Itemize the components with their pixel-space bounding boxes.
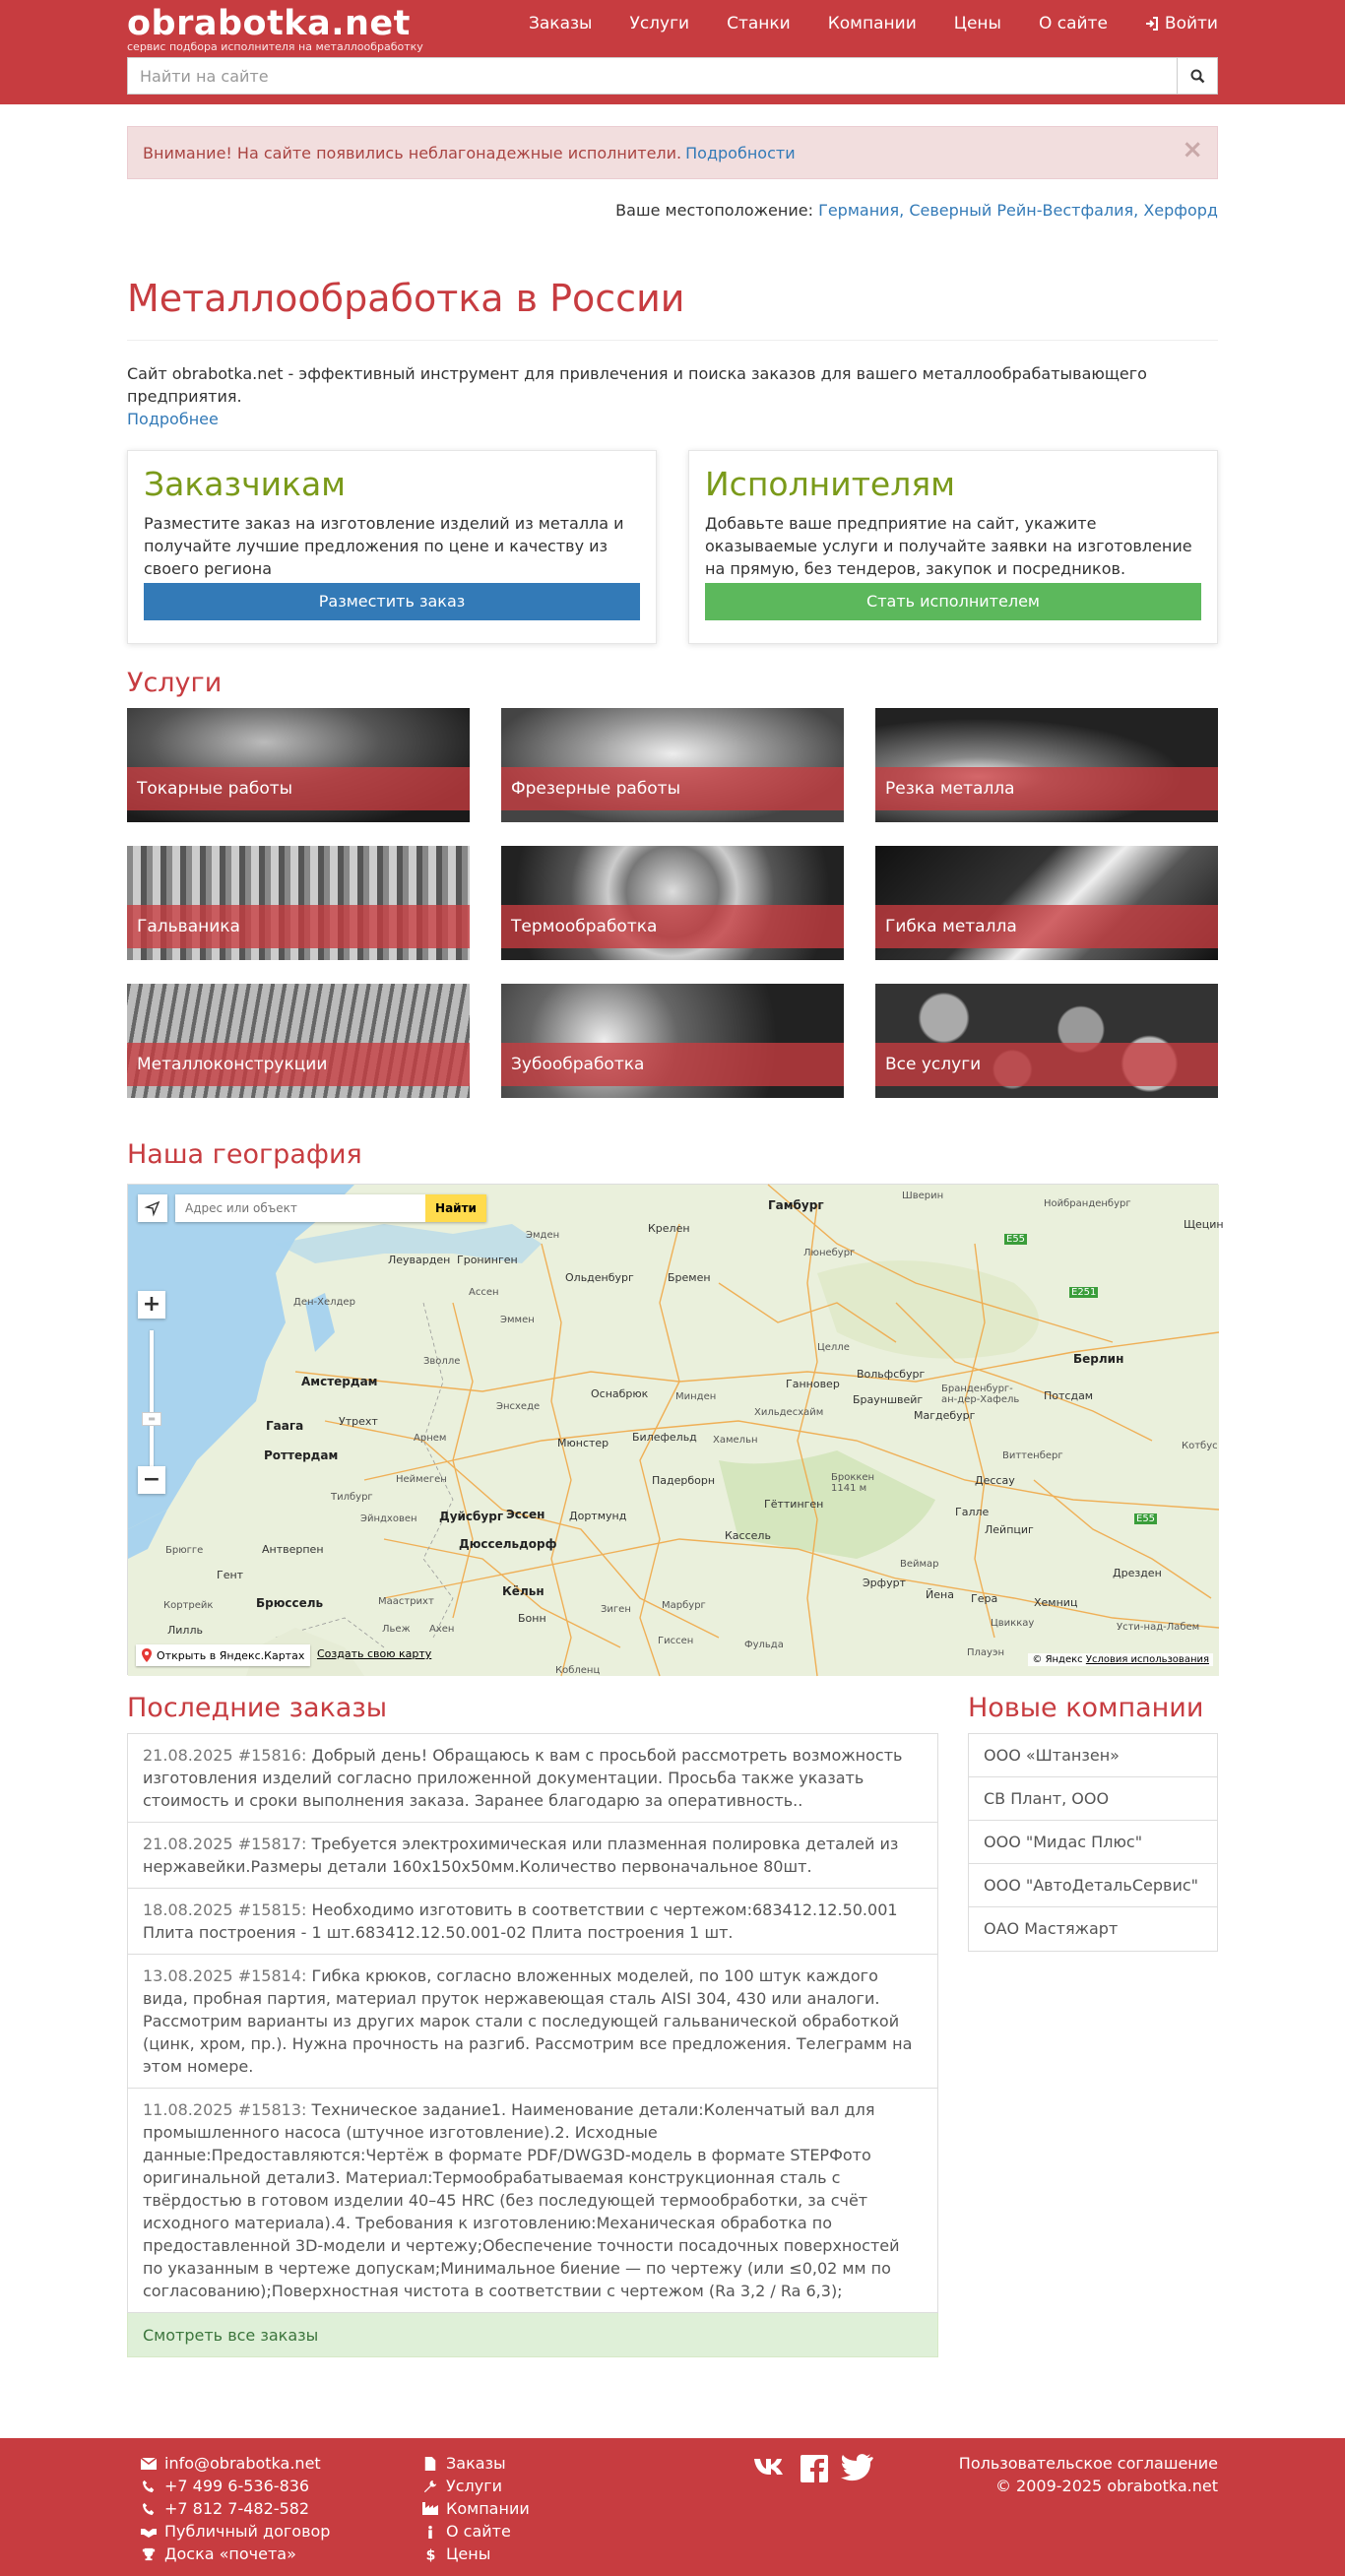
footer-link-prices[interactable] <box>422 2543 530 2565</box>
city-label: Энсхеде <box>496 1401 541 1412</box>
site-search <box>127 57 1218 95</box>
city-label: Кортрейк <box>163 1600 214 1611</box>
location-label: Ваше местоположение: <box>615 201 813 220</box>
brand-tagline: сервис подбора исполнителя на металлообработку <box>127 40 423 53</box>
service-tile-heat-treatment[interactable] <box>501 846 844 960</box>
city-label: Мюнстер <box>557 1437 609 1449</box>
city-label: Кёльн <box>502 1584 544 1598</box>
city-label: Тилбург <box>331 1492 373 1503</box>
alert-text: Внимание! На сайте появились неблагонадежные исполнители. <box>143 143 682 162</box>
lower-section <box>127 1693 1218 2357</box>
service-label: Гибка металла <box>875 905 1218 948</box>
footer-contacts <box>141 2452 330 2565</box>
road-label: E251 <box>1071 1287 1097 1298</box>
city-label: Леуварден <box>388 1254 451 1266</box>
social-links <box>752 2454 884 2483</box>
performers-card <box>688 450 1218 644</box>
place-order-button[interactable]: Разместить заказ <box>144 583 640 620</box>
order-meta: 21.08.2025 #15817: <box>143 1835 307 1853</box>
site-footer <box>0 2438 1345 2576</box>
warning-alert <box>127 126 1218 179</box>
order-text: Требуется электрохимическая или плазменная полировка деталей из нержавейки.Размеры детали 160х150х50мм.Количество первоначальное 80шт. <box>143 1835 899 1876</box>
company-item[interactable]: ООО "АвтоДетальСервис" <box>969 1864 1217 1907</box>
main-nav <box>491 14 1218 33</box>
service-label: Термообработка <box>501 905 844 948</box>
footer-honor-board[interactable] <box>141 2543 330 2565</box>
site-header <box>0 0 1345 104</box>
map-copyright-text: © Яндекс <box>1032 1654 1083 1665</box>
search-button[interactable] <box>1177 57 1218 95</box>
footer-phone-label: +7 499 6-536-836 <box>164 2477 310 2495</box>
companies-title: Новые компании <box>968 1693 1204 1723</box>
order-item[interactable] <box>128 1889 937 1955</box>
alert-details-link[interactable]: Подробности <box>685 143 796 162</box>
brand-name: obrabotka.net <box>127 4 411 43</box>
sign-in-icon <box>1145 17 1159 31</box>
phone-icon <box>141 2479 157 2493</box>
service-label: Все услуги <box>875 1043 1218 1086</box>
main-content <box>127 126 1224 2357</box>
vk-icon[interactable] <box>752 2454 788 2478</box>
order-meta: 13.08.2025 #15814: <box>143 1966 307 1985</box>
footer-link-label: Компании <box>446 2499 530 2518</box>
city-label: Дортмунд <box>569 1510 627 1522</box>
dollar-icon <box>422 2547 438 2561</box>
city-label: Берлин <box>1073 1352 1124 1366</box>
city-label: Антверпен <box>262 1543 324 1556</box>
map-copyright <box>1028 1653 1213 1666</box>
zoom-in-button[interactable]: + <box>138 1291 165 1319</box>
order-item[interactable] <box>128 1734 937 1823</box>
city-label: Ахен <box>429 1624 455 1635</box>
order-meta: 21.08.2025 #15816: <box>143 1746 307 1765</box>
city-label: Гаага <box>266 1419 304 1433</box>
company-item[interactable]: ООО «Штанзен» <box>969 1734 1217 1777</box>
footer-email[interactable] <box>141 2452 330 2475</box>
footer-links <box>422 2452 530 2565</box>
envelope-icon <box>141 2458 157 2470</box>
city-label: Эрфурт <box>863 1577 906 1589</box>
city-label: Эссен <box>506 1508 545 1521</box>
city-label: Гёттинген <box>764 1498 824 1511</box>
intro-text <box>127 362 1218 430</box>
city-label: Йена <box>926 1588 954 1601</box>
nav-services[interactable]: Услуги <box>629 14 690 33</box>
city-label: Дрезден <box>1113 1567 1162 1579</box>
footer-legal <box>959 2452 1218 2497</box>
city-label: Дессау <box>975 1474 1015 1487</box>
city-label: Фульда <box>744 1640 784 1650</box>
map-search <box>175 1194 486 1222</box>
service-tile-cutting[interactable] <box>875 708 1218 822</box>
yandex-map[interactable] <box>127 1184 1224 1676</box>
city-label: Гент <box>217 1569 244 1581</box>
city-label: Падерборн <box>652 1474 716 1487</box>
services-grid <box>127 708 1218 1098</box>
service-tile-milling[interactable] <box>501 708 844 822</box>
footer-honor-board-label: Доска «почета» <box>164 2544 296 2563</box>
road-label: E55 <box>1006 1234 1026 1245</box>
nav-machines[interactable]: Станки <box>727 14 791 33</box>
create-map-link[interactable]: Создать свою карту <box>317 1647 432 1660</box>
city-label: Оснабрюк <box>591 1387 649 1400</box>
order-text: Необходимо изготовить в соответствии с чертежом:683412.12.50.001 Плита построения - 1 шт.683412.12.50.001-02 Плита построения 1 шт. <box>143 1900 898 1942</box>
city-label: Веймар <box>900 1559 939 1570</box>
service-tile-gear-processing[interactable] <box>501 984 844 1098</box>
service-tile-galvanic[interactable] <box>127 846 470 960</box>
city-label: Билефельд <box>632 1431 697 1444</box>
footer-link-companies[interactable] <box>422 2497 530 2520</box>
city-label: Хамельн <box>713 1435 758 1446</box>
footer-link-services[interactable] <box>422 2475 530 2497</box>
city-label: Виттенберг <box>1002 1450 1063 1461</box>
new-companies <box>968 1693 1218 2357</box>
map-search-input[interactable] <box>175 1194 425 1222</box>
city-label: Броккен 1141 м <box>831 1472 875 1494</box>
city-label: Утрехт <box>339 1415 378 1428</box>
location-arrow-icon <box>146 1201 160 1215</box>
open-in-yandex-label: Открыть в Яндекс.Картах <box>157 1648 305 1662</box>
city-label: Шверин <box>902 1191 944 1201</box>
city-label: Лилль <box>167 1624 203 1637</box>
wrench-icon <box>422 2479 438 2493</box>
handshake-icon <box>141 2526 157 2538</box>
city-label: Усти-над-Лабем <box>1117 1622 1200 1633</box>
city-label: Гронинген <box>457 1254 518 1266</box>
service-label: Зубообработка <box>501 1043 844 1086</box>
brand-logo[interactable] <box>127 4 423 53</box>
nav-companies[interactable]: Компании <box>827 14 917 33</box>
city-label: Зиген <box>601 1604 631 1615</box>
city-label: Кобленц <box>555 1665 601 1676</box>
city-label: Льеж <box>382 1624 411 1635</box>
service-tile-metal-structures[interactable] <box>127 984 470 1098</box>
city-label: Брюгге <box>165 1545 204 1556</box>
footer-link-label: Цены <box>446 2544 491 2563</box>
city-label: Кассель <box>725 1529 771 1542</box>
phone-icon <box>141 2502 157 2516</box>
order-text: Техническое задание1. Наименование детали:Коленчатый вал для промышленного насоса (штучное изготовление).2. Исходные данные:Предоставляются:Чертёж в формате PDF/DWG3D-модель в формате STEPФото оригинальной детали3. Материал:Термообрабатываемая конструкционная сталь с твёрдостью в готовом изделии 40–45 HRC (без последующей термообработки, за счёт исходного материала).4. Требования к изготовлению:Механическая обработка по предоставленной 3D-модели и чертежу;Обеспечение точности посадочных поверхностей по указанным в чертеже допускам;Минимальное биение — по чертежу (или ≤0,02 мм по согласованию);Поверхностная чистота в соответствии с чертежом (Ra 3,2 / Ra 6,3); <box>143 2100 900 2300</box>
zoom-slider-thumb[interactable]: ▬ <box>142 1412 161 1426</box>
city-label: Ганновер <box>786 1378 840 1390</box>
city-label: Вольфсбург <box>857 1368 926 1381</box>
svg-text:$: $ <box>425 2546 436 2563</box>
city-label: Бремен <box>668 1271 711 1284</box>
search-input[interactable] <box>127 57 1177 95</box>
company-item[interactable]: ООО "Мидас Плюс" <box>969 1821 1217 1864</box>
services-title: Услуги <box>127 668 223 698</box>
city-label: Арнем <box>414 1433 447 1444</box>
footer-link-label: Заказы <box>446 2454 506 2473</box>
alert-close-button[interactable]: × <box>1182 135 1203 164</box>
location-link[interactable]: Германия, Северный Рейн-Вестфалия, Херфорд <box>818 201 1218 220</box>
city-label: Амстердам <box>301 1375 378 1388</box>
city-label: Гера <box>971 1592 998 1605</box>
twitter-icon[interactable] <box>841 2454 872 2481</box>
all-orders-link[interactable]: Смотреть все заказы <box>127 2313 938 2357</box>
city-label: Плауэн <box>967 1647 1004 1658</box>
city-label: Потсдам <box>1044 1389 1094 1402</box>
city-label: Минден <box>675 1391 717 1402</box>
info-icon <box>422 2525 438 2539</box>
intro-more-link[interactable]: Подробнее <box>127 410 219 428</box>
open-in-yandex-button[interactable] <box>136 1644 310 1666</box>
zoom-out-button[interactable]: − <box>138 1466 165 1494</box>
city-label: Хильдесхайм <box>754 1407 824 1418</box>
audience-cards <box>127 450 1218 644</box>
city-label: Щецин <box>1184 1218 1224 1231</box>
map-pin-icon <box>142 1648 152 1662</box>
order-item[interactable] <box>128 1823 937 1889</box>
companies-list <box>968 1733 1218 1952</box>
city-label: Эммен <box>500 1315 535 1325</box>
city-label: Неймеген <box>396 1474 447 1485</box>
road-label: E55 <box>1136 1513 1156 1524</box>
user-location <box>127 201 1218 220</box>
nav-orders[interactable]: Заказы <box>528 14 593 33</box>
geography-title: Наша география <box>127 1139 362 1170</box>
city-label: Крелен <box>648 1222 690 1235</box>
footer-link-label: Услуги <box>446 2477 503 2495</box>
city-label: Зволле <box>423 1356 461 1367</box>
page-title: Металлообработка в России <box>127 277 1218 341</box>
city-label: Галле <box>955 1506 990 1518</box>
city-label: Маастрихт <box>378 1596 434 1607</box>
city-label: Дуйсбург <box>439 1510 504 1523</box>
order-meta: 11.08.2025 #15813: <box>143 2100 307 2119</box>
city-label: Ольденбург <box>565 1271 634 1284</box>
footer-phone-spb[interactable] <box>141 2497 330 2520</box>
latest-orders <box>127 1693 938 2357</box>
service-tile-all-services[interactable] <box>875 984 1218 1098</box>
city-label: Хемниц <box>1034 1596 1078 1609</box>
footer-link-about[interactable] <box>422 2520 530 2543</box>
city-label: Бонн <box>518 1612 546 1625</box>
city-label: Эмден <box>526 1230 560 1241</box>
company-item[interactable]: ОАО Мастяжарт <box>984 1919 1119 1938</box>
nav-prices[interactable]: Цены <box>953 14 1001 33</box>
facebook-icon[interactable] <box>800 2454 829 2483</box>
nav-about[interactable]: О сайте <box>1038 14 1108 33</box>
customers-text: Разместите заказ на изготовление изделий из металла и получайте лучшие предложения по цене и качеству из своего региона <box>144 514 624 578</box>
order-item[interactable] <box>128 2089 937 2312</box>
order-text: Добрый день! Обращаюсь к вам с просьбой рассмотреть возможность изготовления изделий согласно приложенной документации. Просьба также указать стоимость и сроки выполнения заказа. Заранее благодарю за оперативность.. <box>143 1746 903 1810</box>
industry-icon <box>422 2502 438 2515</box>
performers-title: Исполнителям <box>705 465 956 503</box>
city-label: Брюссель <box>256 1596 324 1610</box>
zoom-slider-track[interactable] <box>150 1330 154 1473</box>
city-label: Марбург <box>662 1600 706 1611</box>
footer-phone-moscow[interactable] <box>141 2475 330 2497</box>
service-label: Фрезерные работы <box>501 767 844 810</box>
login-label: Войти <box>1164 14 1218 33</box>
city-label: Люнебург <box>803 1248 856 1258</box>
city-label: Роттердам <box>264 1449 339 1462</box>
city-label: Гиссен <box>658 1636 694 1646</box>
footer-email-label: info@obrabotka.net <box>164 2454 321 2473</box>
service-label: Токарные работы <box>127 767 470 810</box>
service-tile-bending[interactable] <box>875 846 1218 960</box>
city-label: Ден-Хелдер <box>293 1297 355 1308</box>
orders-title: Последние заказы <box>127 1693 388 1723</box>
map-search-button[interactable]: Найти <box>425 1194 486 1222</box>
city-label: Нойбранденбург <box>1044 1198 1131 1209</box>
login-link[interactable] <box>1145 14 1218 33</box>
service-label: Гальваника <box>127 905 470 948</box>
footer-link-orders[interactable] <box>422 2452 530 2475</box>
city-label: Лейпциг <box>985 1523 1034 1536</box>
city-label: Целле <box>817 1342 850 1353</box>
footer-public-contract-label: Публичный договор <box>164 2522 331 2541</box>
trophy-icon <box>141 2547 157 2561</box>
locate-button[interactable] <box>138 1194 167 1222</box>
become-performer-button[interactable]: Стать исполнителем <box>705 583 1201 620</box>
service-label: Металлоконструкции <box>127 1043 470 1086</box>
orders-list <box>127 1733 938 2313</box>
intro-description: Сайт obrabotka.net - эффективный инструмент для привлечения и поиска заказов для вашего металлообрабатывающего предприятия. <box>127 364 1147 406</box>
service-tile-turning[interactable] <box>127 708 470 822</box>
service-label: Резка металла <box>875 767 1218 810</box>
footer-copyright: © 2009-2025 obrabotka.net <box>994 2477 1218 2495</box>
customers-card <box>127 450 657 644</box>
city-label: Эйндховен <box>360 1513 417 1524</box>
performers-text: Добавьте ваше предприятие на сайт, укажите оказываемые услуги и получайте заявки на изготовление на прямую, без тендеров, закупок и посредников. <box>705 514 1192 578</box>
city-label: Цвиккау <box>991 1618 1035 1629</box>
city-label: Дюссельдорф <box>459 1537 557 1551</box>
file-icon <box>422 2457 438 2471</box>
map-terms-link[interactable]: Условия использования <box>1085 1654 1209 1665</box>
user-agreement-link[interactable]: Пользовательское соглашение <box>958 2454 1218 2473</box>
search-icon <box>1190 69 1205 84</box>
order-item[interactable] <box>128 1955 937 2089</box>
city-label: Гамбург <box>768 1198 824 1212</box>
city-label: Котбус <box>1182 1441 1218 1451</box>
footer-link-label: О сайте <box>446 2522 511 2541</box>
city-label: Бранденбург-ан-дер-Хафель <box>941 1384 1020 1405</box>
company-item[interactable]: СВ Плант, ООО <box>969 1777 1217 1821</box>
city-label: Магдебург <box>914 1409 976 1422</box>
order-meta: 18.08.2025 #15815: <box>143 1900 307 1919</box>
footer-public-contract[interactable] <box>141 2520 330 2543</box>
footer-phone-label: +7 812 7-482-582 <box>164 2499 310 2518</box>
city-label: Брауншвейг <box>853 1393 924 1406</box>
order-text: Гибка крюков, согласно вложенных моделей, по 100 штук каждого вида, пробная партия, материал пруток нержавеющая сталь AISI 304, 430 или аналоги. Рассмотрим варианты из других марок стали с последующей гальванической обработкой (цинк, хром, пр.). Нужна прочность на разгиб. Рассмотрим все предложения. Телеграмм на этом номере. <box>143 1966 913 2076</box>
customers-title: Заказчикам <box>144 465 347 503</box>
city-label: Ассен <box>469 1287 499 1298</box>
